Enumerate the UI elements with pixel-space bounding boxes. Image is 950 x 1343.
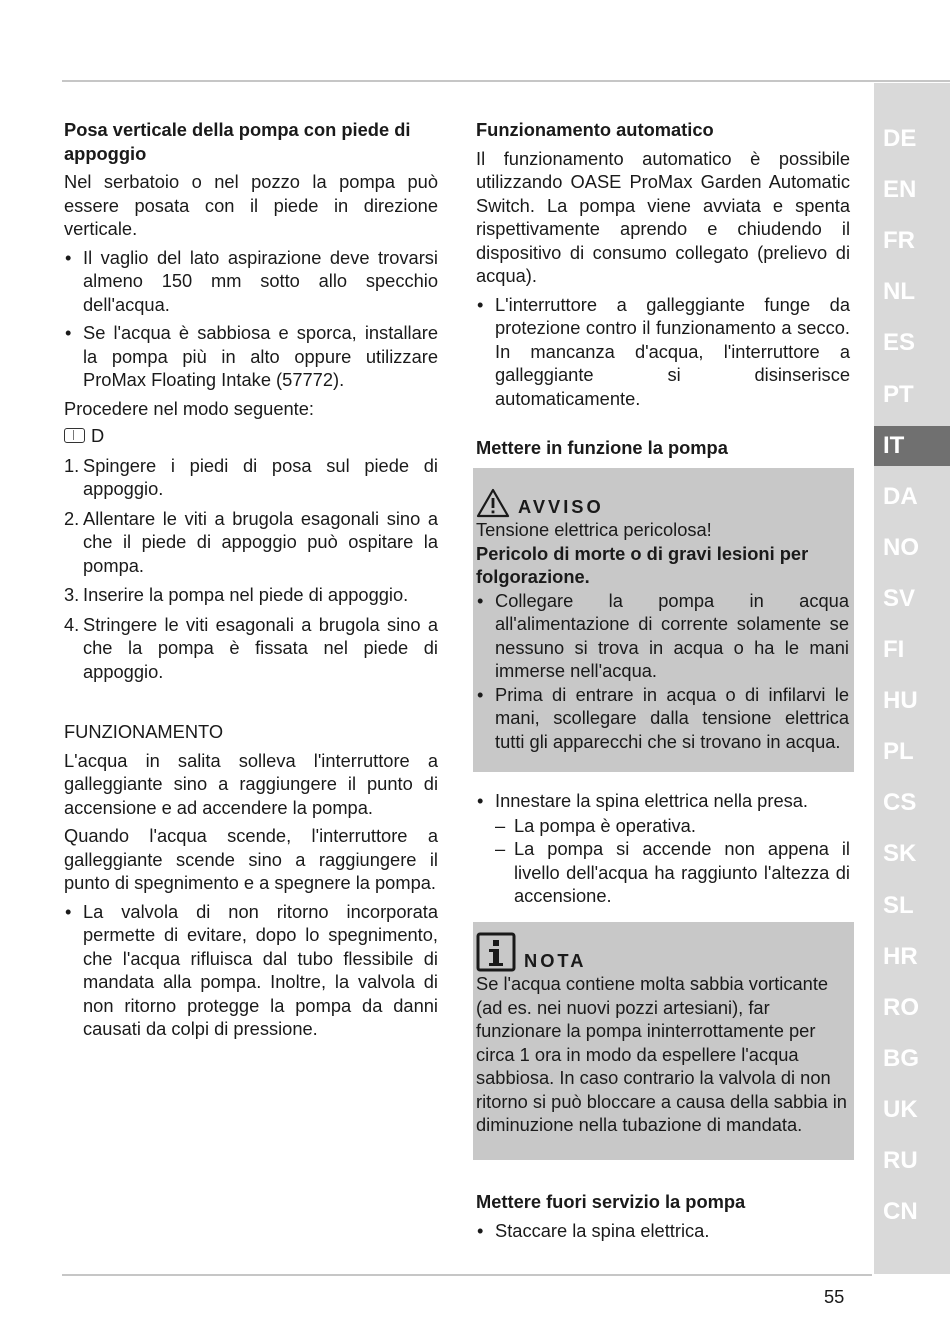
list-item: – La pompa si accende non appena il livello dell'acqua ha raggiunto l'altezza di accensione. bbox=[476, 837, 850, 908]
warning-title: AVVISO bbox=[518, 495, 604, 517]
step-item bbox=[64, 454, 438, 501]
language-tab-cs[interactable]: CS bbox=[883, 789, 917, 817]
language-tab-ro[interactable]: RO bbox=[883, 993, 919, 1021]
paragraph: Il funzionamento automatico è possibile utilizzando OASE ProMax Garden Automatic Switch. La pompa viene avviata e spenta rispettivamente aprendo e chiudendo il dispositivo di consumo collegato (prelievo di acqua). bbox=[476, 147, 850, 286]
language-tab-sl[interactable]: SL bbox=[883, 891, 914, 919]
section-title-automatic: Funzionamento automatico bbox=[476, 119, 714, 140]
language-tab-it[interactable]: IT bbox=[874, 426, 950, 466]
section-title-operation: FUNZIONAMENTO bbox=[64, 721, 224, 742]
list-item: • La valvola di non ritorno incorporata permette di evitare, dopo lo spegnimento, che l'acqua rifluisca dal tubo flessibile di mandata alla pompa. Inoltre, la valvola di non ritorno protegge la pompa da danni causati da colpi di pressione. bbox=[64, 900, 438, 1041]
paragraph: L'acqua in salita solleva l'interruttore a galleggiante sino a raggiungere il punto di accensione e ad accendere la pompa. bbox=[64, 749, 438, 818]
language-tab-uk[interactable]: UK bbox=[883, 1095, 918, 1123]
list-item: • Se l'acqua è sabbiosa e sporca, installare la pompa più in alto oppure utilizzare ProMax Floating Intake (57772). bbox=[64, 321, 438, 392]
figure-reference bbox=[64, 424, 438, 448]
list-item: • Collegare la pompa in acqua all'alimentazione di corrente solamente se nessuno si trova in acqua o ha le mani immerse nell'acqua. bbox=[476, 589, 849, 683]
step-text: Allentare le viti a brugola esagonali sino a che il piede di appoggio può ospitare la pompa. bbox=[83, 507, 438, 576]
language-tab-da[interactable]: DA bbox=[883, 482, 918, 510]
list-item: • Staccare la spina elettrica. bbox=[476, 1219, 850, 1243]
book-icon bbox=[64, 428, 85, 443]
right-column bbox=[476, 118, 850, 460]
step-number: 3. bbox=[64, 584, 80, 605]
bullet-list bbox=[64, 246, 438, 392]
step-item bbox=[64, 507, 438, 578]
language-tab-de[interactable]: DE bbox=[883, 125, 917, 152]
step-text: Stringere le viti esagonali a brugola sino a che la pompa è fissata nel piede di appoggio. bbox=[83, 613, 438, 682]
footer-rule bbox=[62, 1274, 872, 1276]
list-item: • Prima di entrare in acqua o di infilarvi le mani, scollegare dalla tensione elettrica tutti gli apparecchi che si trovano in acqua. bbox=[476, 683, 849, 754]
language-tab-pl[interactable]: PL bbox=[883, 738, 914, 766]
language-tab-ru[interactable]: RU bbox=[883, 1147, 918, 1174]
language-tab-sv[interactable]: SV bbox=[883, 584, 916, 612]
language-tab-en[interactable]: EN bbox=[883, 176, 917, 204]
list-item: • Innestare la spina elettrica nella presa. bbox=[476, 789, 850, 813]
dash-list bbox=[476, 814, 850, 908]
bullet-list bbox=[476, 1219, 850, 1243]
language-tab-hu[interactable]: HU bbox=[883, 687, 918, 715]
language-tab-fr[interactable]: FR bbox=[883, 227, 915, 255]
language-tab-sk[interactable]: SK bbox=[883, 840, 917, 868]
warning-line-bold: Pericolo di morte o di gravi lesioni per folgorazione. bbox=[476, 542, 809, 587]
language-tab-bg[interactable]: BG bbox=[883, 1044, 919, 1072]
right-column-continued bbox=[476, 789, 850, 908]
note-text: Se l'acqua contiene molta sabbia vorticante (ad es. nei nuovi pozzi artesiani), far funzionare la pompa ininterrottamente per circa 1 ora in modo da espellere l'acqua sabbiosa. In caso contrario la valvola di non ritorno si può bloccare a causa della sabbia in diminuzione nella tubazione di mandata. bbox=[476, 973, 847, 1135]
list-item: – La pompa è operativa. bbox=[476, 814, 850, 838]
list-item: • Il vaglio del lato aspirazione deve trovarsi almeno 150 mm sotto allo specchio dell'acqua. bbox=[64, 246, 438, 317]
step-number: 4. bbox=[64, 613, 80, 635]
language-tab-hr[interactable]: HR bbox=[883, 942, 918, 970]
step-item bbox=[64, 613, 438, 684]
step-number: 2. bbox=[64, 507, 80, 529]
language-tab-es[interactable]: ES bbox=[883, 329, 916, 357]
steps-list bbox=[64, 454, 438, 684]
right-column-bottom bbox=[476, 1190, 850, 1247]
bullet-list bbox=[476, 293, 850, 411]
language-tab-fi[interactable]: FI bbox=[883, 636, 905, 663]
header-rule bbox=[62, 80, 950, 82]
step-text: Spingere i piedi di posa sul piede di appoggio. bbox=[83, 454, 438, 499]
paragraph: Nel serbatoio o nel pozzo la pompa può essere posata con il piede in direzione verticale. bbox=[64, 171, 438, 239]
note-header bbox=[476, 928, 849, 972]
language-tab-cn[interactable]: CN bbox=[883, 1198, 918, 1226]
page-number: 55 bbox=[824, 1286, 845, 1307]
bullet-list bbox=[64, 900, 438, 1041]
section-title-vertical-install: Posa verticale della pompa con piede di appoggio bbox=[64, 119, 411, 164]
warning-header bbox=[476, 474, 849, 518]
paragraph: Quando l'acqua scende, l'interruttore a galleggiante scende sino a raggiungere il punto di spegnimento e a spegnere la pompa. bbox=[64, 825, 438, 893]
left-column bbox=[64, 118, 438, 1046]
info-icon bbox=[476, 932, 516, 972]
warning-list bbox=[476, 589, 849, 754]
language-tab-pt[interactable]: PT bbox=[883, 380, 914, 408]
section-title-stop-pump: Mettere fuori servizio la pompa bbox=[476, 1191, 746, 1212]
figure-label: D bbox=[91, 425, 105, 446]
language-tab-nl[interactable]: NL bbox=[883, 278, 915, 306]
language-sidebar bbox=[874, 83, 950, 1274]
warning-box bbox=[473, 468, 854, 772]
section-title-start-pump: Mettere in funzione la pompa bbox=[476, 437, 728, 458]
language-tab-no[interactable]: NO bbox=[883, 533, 919, 561]
note-title: NOTA bbox=[524, 949, 587, 971]
warning-triangle-icon bbox=[476, 488, 510, 518]
bullet-list bbox=[476, 789, 850, 813]
note-box bbox=[473, 922, 854, 1160]
step-item bbox=[64, 583, 438, 607]
step-text: Inserire la pompa nel piede di appoggio. bbox=[83, 584, 409, 605]
step-number: 1. bbox=[64, 454, 80, 476]
paragraph: Procedere nel modo seguente: bbox=[64, 397, 315, 419]
list-item: • L'interruttore a galleggiante funge da protezione contro il funzionamento a secco. In mancanza d'acqua, l'interruttore a galleggiante si disinserisce automaticamente. bbox=[476, 293, 850, 411]
warning-line: Tensione elettrica pericolosa! bbox=[476, 519, 712, 540]
